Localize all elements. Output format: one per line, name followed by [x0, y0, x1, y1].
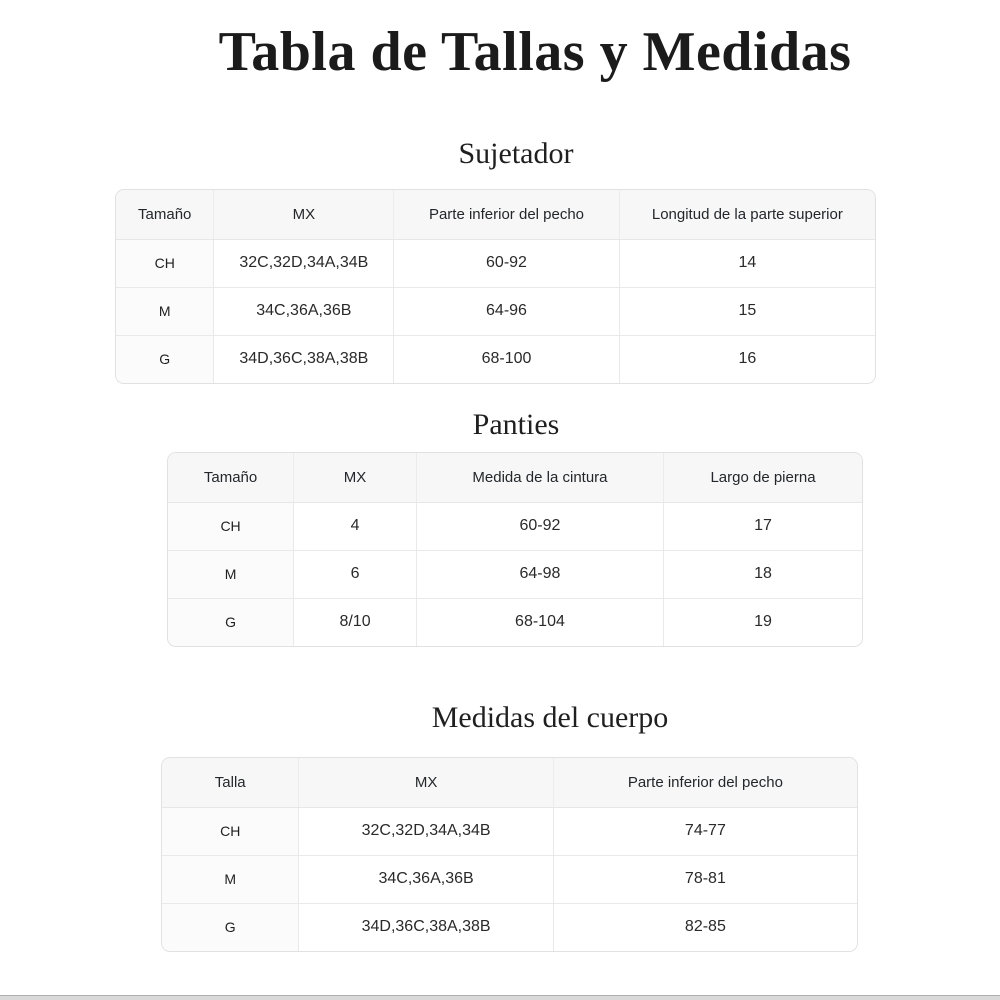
mx-cell: 8/10	[294, 598, 417, 646]
mx-cell: 32C,32D,34A,34B	[299, 807, 553, 855]
size-label-cell: G	[116, 335, 214, 383]
column-header-parte-inferior-pecho: Parte inferior del pecho	[394, 190, 619, 239]
panties-size-table	[167, 452, 863, 647]
column-header-tamano: Tamaño	[116, 190, 214, 239]
mx-cell: 4	[294, 502, 417, 550]
column-header-mx: MX	[299, 758, 553, 807]
sujetador-table	[116, 190, 875, 383]
medidas-table	[162, 758, 857, 951]
size-label-cell: G	[168, 598, 294, 646]
top-length-cell: 16	[619, 335, 875, 383]
column-header-tamano: Tamaño	[168, 453, 294, 502]
header-row	[168, 453, 862, 502]
size-label-cell: G	[162, 903, 299, 951]
table-row	[162, 903, 857, 951]
mx-cell: 34C,36A,36B	[214, 287, 394, 335]
waist-cell: 64-98	[416, 550, 663, 598]
table-row	[116, 287, 875, 335]
table-row	[116, 239, 875, 287]
table-row	[168, 502, 862, 550]
size-label-cell: M	[168, 550, 294, 598]
header-row	[116, 190, 875, 239]
body-measurements-table	[161, 757, 858, 952]
top-length-cell: 14	[619, 239, 875, 287]
table-row	[168, 550, 862, 598]
underbust-cell: 78-81	[553, 855, 857, 903]
panties-table	[168, 453, 862, 646]
table-row	[162, 855, 857, 903]
header-row	[162, 758, 857, 807]
table-row	[116, 335, 875, 383]
column-header-parte-inferior-pecho: Parte inferior del pecho	[553, 758, 857, 807]
top-length-cell: 15	[619, 287, 875, 335]
leg-length-cell: 18	[664, 550, 863, 598]
column-header-longitud-parte-superior: Longitud de la parte superior	[619, 190, 875, 239]
section-title-sujetador: Sujetador	[458, 137, 574, 170]
waist-cell: 60-92	[416, 502, 663, 550]
leg-length-cell: 17	[664, 502, 863, 550]
mx-cell: 32C,32D,34A,34B	[214, 239, 394, 287]
underbust-cell: 64-96	[394, 287, 619, 335]
mx-cell: 34D,36C,38A,38B	[214, 335, 394, 383]
page-title: Tabla de Tallas y Medidas	[218, 21, 852, 83]
section-title-medidas-del-cuerpo: Medidas del cuerpo	[431, 701, 669, 734]
underbust-cell: 74-77	[553, 807, 857, 855]
waist-cell: 68-104	[416, 598, 663, 646]
underbust-cell: 82-85	[553, 903, 857, 951]
size-label-cell: CH	[162, 807, 299, 855]
mx-cell: 6	[294, 550, 417, 598]
underbust-cell: 68-100	[394, 335, 619, 383]
size-label-cell: M	[116, 287, 214, 335]
leg-length-cell: 19	[664, 598, 863, 646]
mx-cell: 34D,36C,38A,38B	[299, 903, 553, 951]
size-label-cell: CH	[168, 502, 294, 550]
column-header-largo-pierna: Largo de pierna	[664, 453, 863, 502]
column-header-talla: Talla	[162, 758, 299, 807]
section-title-panties: Panties	[472, 408, 560, 441]
underbust-cell: 60-92	[394, 239, 619, 287]
size-label-cell: CH	[116, 239, 214, 287]
table-row	[162, 807, 857, 855]
sujetador-size-table	[115, 189, 876, 384]
bottom-edge-bar	[0, 995, 1000, 1000]
column-header-mx: MX	[294, 453, 417, 502]
table-row	[168, 598, 862, 646]
column-header-medida-cintura: Medida de la cintura	[416, 453, 663, 502]
column-header-mx: MX	[214, 190, 394, 239]
mx-cell: 34C,36A,36B	[299, 855, 553, 903]
size-label-cell: M	[162, 855, 299, 903]
